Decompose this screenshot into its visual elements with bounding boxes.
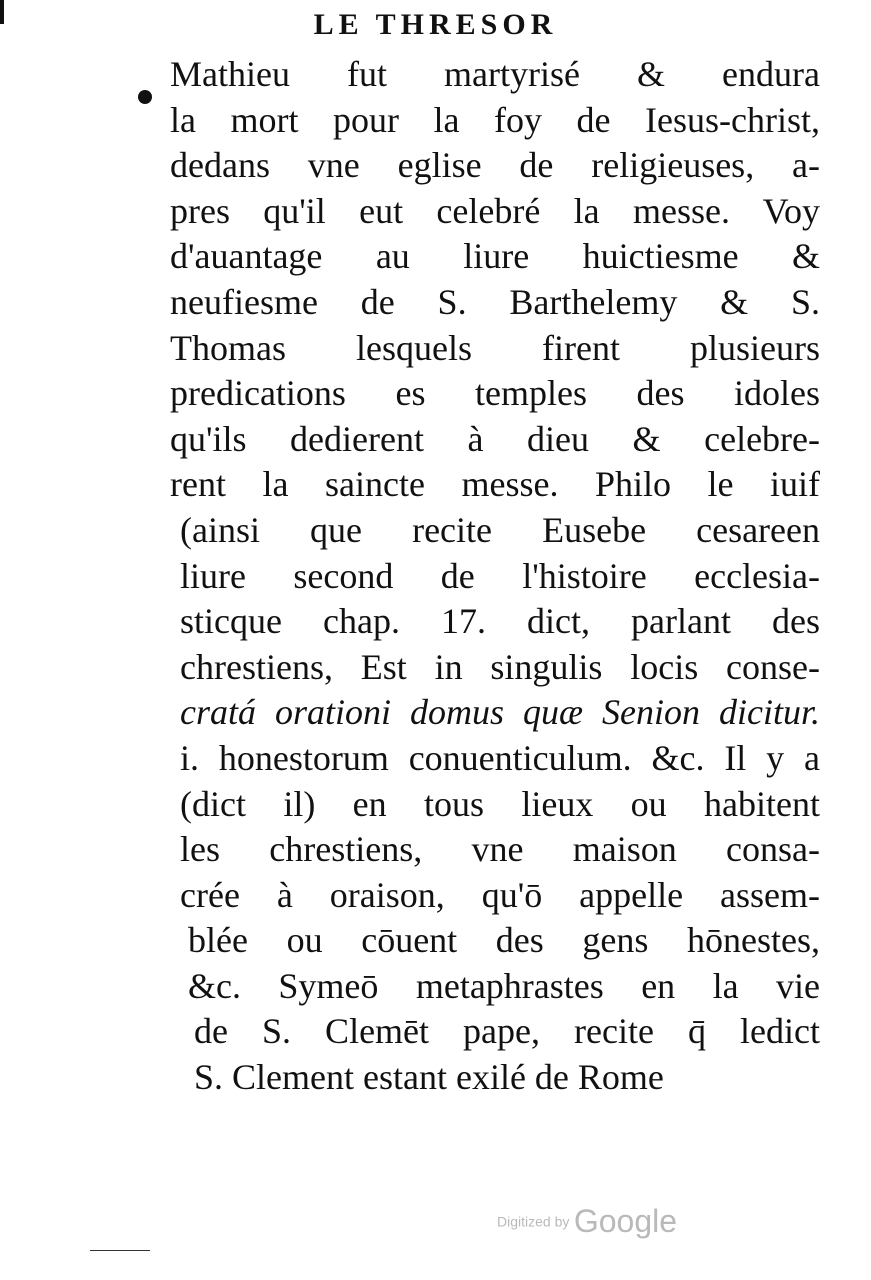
text-line: la mort pour la foy de Iesus-christ, xyxy=(170,99,820,140)
text-line: sticque chap. 17. dict, parlant des xyxy=(180,601,820,642)
text-line: liure second de l'histoire ecclesia- xyxy=(180,555,820,596)
text-line: les chrestiens, vne maison consa- xyxy=(180,829,820,870)
text-line: qu'ils dedierent à dieu & celebre- xyxy=(170,418,820,459)
margin-ink-dot xyxy=(138,90,152,104)
watermark-brand: Google xyxy=(573,1203,678,1239)
running-header: LE THRESOR xyxy=(313,8,558,41)
text-line: chrestiens, Est in singulis locis conse- xyxy=(180,646,820,687)
text-line: Mathieu fut martyrisé & endura xyxy=(170,54,820,94)
text-line: cratá orationi domus quæ Senion dicitur. xyxy=(180,692,820,733)
text-line: pres qu'il eut celebré la messe. Voy xyxy=(170,190,820,231)
text-line: (dict il) en tous lieux ou habitent xyxy=(180,783,820,824)
text-line: (ainsi que recite Eusebe cesareen xyxy=(180,509,820,550)
text-line: S. Clement estant exilé de Rome xyxy=(194,1057,664,1098)
page-body-text xyxy=(170,52,820,1101)
text-line: Thomas lesquels firent plusieurs xyxy=(170,327,820,368)
text-line: blée ou cōuent des gens hōnestes, xyxy=(188,920,820,961)
text-line: i. honestorum conuenticulum. &c. Il y a xyxy=(180,737,820,778)
text-line: d'auantage au liure huictiesme & xyxy=(170,236,820,277)
text-line: dedans vne eglise de religieuses, a- xyxy=(170,145,820,186)
watermark-prefix: Digitized by xyxy=(497,1213,570,1230)
text-line: &c. Symeō metaphrastes en la vie xyxy=(188,965,820,1006)
text-line: de S. Clemēt pape, recite q̄ ledict xyxy=(194,1011,820,1052)
text-line: crée à oraison, qu'ō appelle assem- xyxy=(180,874,820,915)
text-line: neufiesme de S. Barthelemy & S. xyxy=(170,281,820,322)
digitization-watermark xyxy=(497,1203,677,1240)
text-line: predications es temples des idoles xyxy=(170,373,820,414)
left-edge-stroke xyxy=(0,0,4,24)
text-line: rent la saincte messe. Philo le iuif xyxy=(170,464,820,505)
bottom-rule xyxy=(90,1250,150,1251)
